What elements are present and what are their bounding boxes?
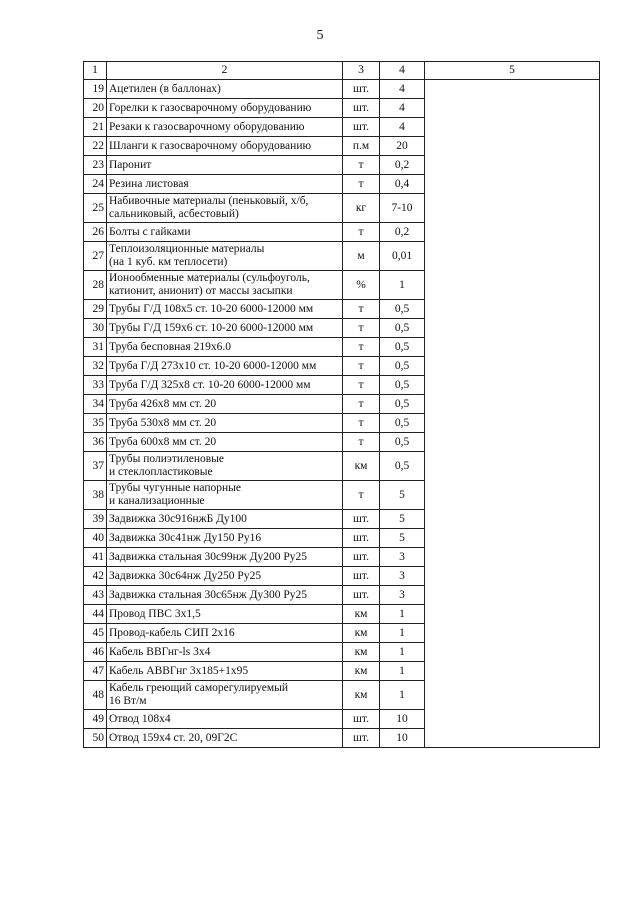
row-number: 31 xyxy=(84,338,107,357)
row-number: 36 xyxy=(84,433,107,452)
table-row xyxy=(84,80,600,99)
row-quantity: 1 xyxy=(380,681,425,710)
row-name: Задвижка 30с64нж Ду250 Ру25 xyxy=(107,567,343,586)
row-number: 19 xyxy=(84,80,107,99)
row-unit: т xyxy=(343,376,380,395)
row-unit: км xyxy=(343,662,380,681)
row-unit: т xyxy=(343,481,380,510)
row-unit: т xyxy=(343,223,380,242)
row-number: 33 xyxy=(84,376,107,395)
row-number: 32 xyxy=(84,357,107,376)
row-number: 25 xyxy=(84,194,107,223)
row-name: Труба 426x8 мм ст. 20 xyxy=(107,395,343,414)
row-unit: т xyxy=(343,175,380,194)
row-unit: кг xyxy=(343,194,380,223)
row-name: Паронит xyxy=(107,156,343,175)
row-quantity: 1 xyxy=(380,624,425,643)
row-name: Трубы Г/Д 159x6 ст. 10-20 6000-12000 мм xyxy=(107,319,343,338)
row-number: 35 xyxy=(84,414,107,433)
row-unit: шт. xyxy=(343,529,380,548)
row-unit: т xyxy=(343,395,380,414)
row-number: 34 xyxy=(84,395,107,414)
row-name: Ацетилен (в баллонах) xyxy=(107,80,343,99)
row-number: 49 xyxy=(84,710,107,729)
row-quantity: 0,5 xyxy=(380,395,425,414)
row-unit: шт. xyxy=(343,548,380,567)
row-number: 50 xyxy=(84,729,107,748)
row-quantity: 3 xyxy=(380,548,425,567)
row-quantity: 5 xyxy=(380,481,425,510)
row-name: Провод ПВС 3x1,5 xyxy=(107,605,343,624)
row-quantity: 0,01 xyxy=(380,242,425,271)
row-quantity: 0,5 xyxy=(380,357,425,376)
row-unit: шт. xyxy=(343,729,380,748)
row-quantity: 5 xyxy=(380,529,425,548)
row-number: 43 xyxy=(84,586,107,605)
row-quantity: 0,5 xyxy=(380,376,425,395)
row-unit: т xyxy=(343,357,380,376)
row-number: 40 xyxy=(84,529,107,548)
row-name: Резина листовая xyxy=(107,175,343,194)
header-cell-2: 2 xyxy=(107,62,343,80)
row-name: Отвод 108x4 xyxy=(107,710,343,729)
row-quantity: 7-10 xyxy=(380,194,425,223)
row-quantity: 0,4 xyxy=(380,175,425,194)
row-unit: км xyxy=(343,624,380,643)
row-quantity: 4 xyxy=(380,118,425,137)
row-quantity: 3 xyxy=(380,586,425,605)
row-name: Труба бесповная 219x6.0 xyxy=(107,338,343,357)
row-name: Труба 600x8 мм ст. 20 xyxy=(107,433,343,452)
row-quantity: 1 xyxy=(380,605,425,624)
row-unit: шт. xyxy=(343,99,380,118)
row-quantity: 4 xyxy=(380,80,425,99)
row-quantity: 3 xyxy=(380,567,425,586)
row-quantity: 0,2 xyxy=(380,223,425,242)
row-number: 22 xyxy=(84,137,107,156)
row-number: 28 xyxy=(84,271,107,300)
page-number: 5 xyxy=(316,28,324,43)
row-unit: п.м xyxy=(343,137,380,156)
notes-column-cell xyxy=(425,80,600,748)
row-unit: шт. xyxy=(343,710,380,729)
row-quantity: 0,5 xyxy=(380,414,425,433)
row-name: Провод-кабель СИП 2x16 xyxy=(107,624,343,643)
row-name: Горелки к газосварочному оборудованию xyxy=(107,99,343,118)
row-quantity: 10 xyxy=(380,729,425,748)
row-name: Теплоизоляционные материалы (на 1 куб. км теплосети) xyxy=(107,242,343,271)
row-name: Трубы чугунные напорные и канализационные xyxy=(107,481,343,510)
row-unit: т xyxy=(343,156,380,175)
row-number: 37 xyxy=(84,452,107,481)
row-number: 27 xyxy=(84,242,107,271)
header-cell-3: 3 xyxy=(343,62,380,80)
row-name: Отвод 159x4 ст. 20, 09Г2С xyxy=(107,729,343,748)
row-quantity: 0,5 xyxy=(380,300,425,319)
row-quantity: 0,5 xyxy=(380,433,425,452)
row-number: 48 xyxy=(84,681,107,710)
row-quantity: 0,5 xyxy=(380,338,425,357)
row-name: Болты с гайками xyxy=(107,223,343,242)
row-quantity: 1 xyxy=(380,271,425,300)
row-number: 26 xyxy=(84,223,107,242)
row-quantity: 10 xyxy=(380,710,425,729)
row-unit: т xyxy=(343,414,380,433)
row-name: Труба 530x8 мм ст. 20 xyxy=(107,414,343,433)
row-number: 38 xyxy=(84,481,107,510)
row-unit: т xyxy=(343,319,380,338)
row-name: Задвижка 30с41нж Ду150 Ру16 xyxy=(107,529,343,548)
row-number: 23 xyxy=(84,156,107,175)
row-unit: шт. xyxy=(343,586,380,605)
row-name: Кабель ВВГнг-ls 3x4 xyxy=(107,643,343,662)
row-quantity: 5 xyxy=(380,510,425,529)
row-unit: т xyxy=(343,300,380,319)
row-unit: км xyxy=(343,452,380,481)
row-unit: км xyxy=(343,681,380,710)
row-unit: т xyxy=(343,338,380,357)
row-number: 20 xyxy=(84,99,107,118)
row-name: Задвижка стальная 30с99нж Ду200 Ру25 xyxy=(107,548,343,567)
row-name: Труба Г/Д 325x8 ст. 10-20 6000-12000 мм xyxy=(107,376,343,395)
row-number: 46 xyxy=(84,643,107,662)
row-name: Резаки к газосварочному оборудованию xyxy=(107,118,343,137)
row-name: Набивочные материалы (пеньковый, х/б, сальниковый, асбестовый) xyxy=(107,194,343,223)
row-number: 39 xyxy=(84,510,107,529)
row-number: 41 xyxy=(84,548,107,567)
row-quantity: 4 xyxy=(380,99,425,118)
row-name: Кабель греющий саморегулируемый 16 Вт/м xyxy=(107,681,343,710)
row-number: 47 xyxy=(84,662,107,681)
row-unit: т xyxy=(343,433,380,452)
row-name: Ионообменные материалы (сульфоуголь, катионит, анионит) от массы засыпки xyxy=(107,271,343,300)
header-cell-1: 1 xyxy=(84,62,107,80)
row-quantity: 20 xyxy=(380,137,425,156)
row-name: Трубы Г/Д 108x5 ст. 10-20 6000-12000 мм xyxy=(107,300,343,319)
row-quantity: 0,2 xyxy=(380,156,425,175)
row-number: 24 xyxy=(84,175,107,194)
table-header-row xyxy=(84,62,600,80)
row-number: 29 xyxy=(84,300,107,319)
row-unit: шт. xyxy=(343,118,380,137)
row-unit: % xyxy=(343,271,380,300)
row-unit: шт. xyxy=(343,80,380,99)
header-cell-4: 4 xyxy=(380,62,425,80)
row-unit: шт. xyxy=(343,567,380,586)
row-number: 21 xyxy=(84,118,107,137)
row-number: 44 xyxy=(84,605,107,624)
row-name: Кабель АВВГнг 3x185+1x95 xyxy=(107,662,343,681)
row-unit: км xyxy=(343,643,380,662)
row-name: Шланги к газосварочному оборудованию xyxy=(107,137,343,156)
row-name: Задвижка стальная 30с65нж Ду300 Ру25 xyxy=(107,586,343,605)
row-unit: шт. xyxy=(343,510,380,529)
row-number: 30 xyxy=(84,319,107,338)
header-cell-5: 5 xyxy=(425,62,600,80)
row-number: 45 xyxy=(84,624,107,643)
row-unit: км xyxy=(343,605,380,624)
row-quantity: 0,5 xyxy=(380,319,425,338)
materials-table xyxy=(83,61,600,748)
row-quantity: 1 xyxy=(380,662,425,681)
row-quantity: 0,5 xyxy=(380,452,425,481)
row-number: 42 xyxy=(84,567,107,586)
row-name: Трубы полиэтиленовые и стеклопластиковые xyxy=(107,452,343,481)
row-name: Задвижка 30с916нжБ Ду100 xyxy=(107,510,343,529)
row-unit: м xyxy=(343,242,380,271)
row-quantity: 1 xyxy=(380,643,425,662)
row-name: Труба Г/Д 273x10 ст. 10-20 6000-12000 мм xyxy=(107,357,343,376)
